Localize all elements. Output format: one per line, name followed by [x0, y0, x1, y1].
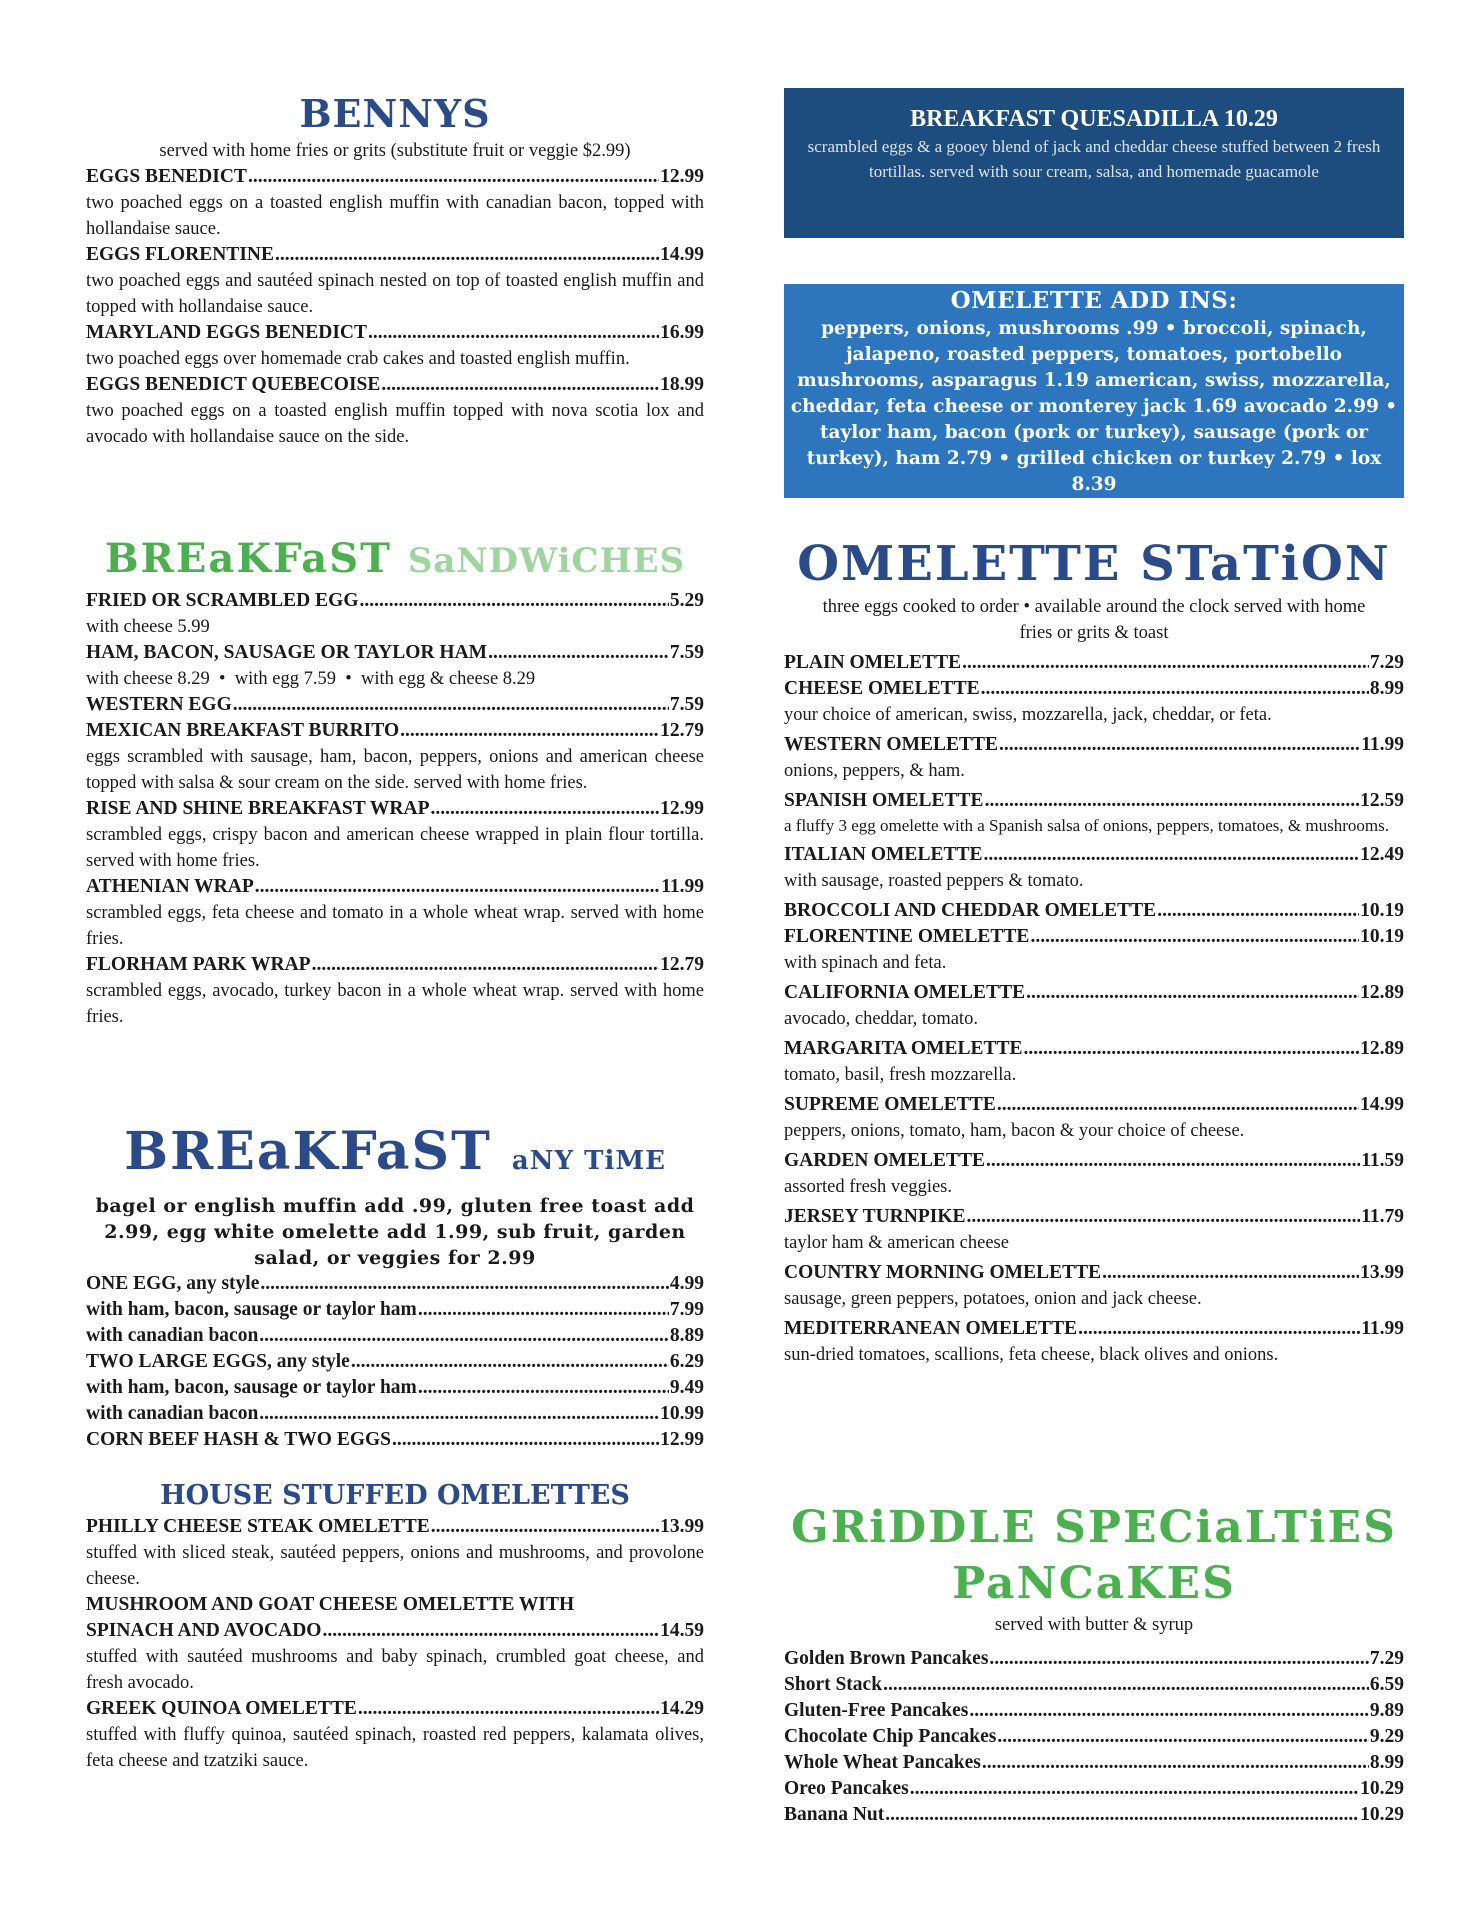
item-desc: taylor ham & american cheese — [784, 1233, 1009, 1253]
item-price: 10.29 — [1360, 1804, 1404, 1825]
menu-item — [86, 640, 704, 666]
menu-item — [86, 1427, 704, 1453]
leader-dots — [275, 242, 659, 268]
item-desc: sausage, green peppers, potatoes, onion and jack cheese. — [784, 1289, 1202, 1309]
leader-dots — [1078, 1316, 1360, 1342]
item-desc: eggs scrambled with sausage, ham, bacon, peppers, onions and american cheese topped with salsa & sour cream on the side. served with home fries. — [86, 747, 704, 793]
menu-item — [86, 320, 704, 346]
menu-item — [784, 842, 1404, 868]
item-price: 5.29 — [669, 590, 704, 611]
item-desc: assorted fresh veggies. — [784, 1177, 952, 1197]
pancakes-title: PaNCaKES — [952, 1558, 1236, 1609]
quesadilla-desc: scrambled eggs & a gooey blend of jack and cheddar cheese stuffed between 2 fresh tortillas. served with sour cream, salsa, and homemade guacamole — [807, 137, 1381, 181]
menu-item — [86, 1323, 704, 1349]
item-price: 7.99 — [669, 1299, 704, 1320]
item-desc: stuffed with sautéed mushrooms and baby spinach, crumbled goat cheese, and fresh avocado. — [86, 1647, 704, 1693]
item-price: 11.59 — [1361, 1150, 1404, 1171]
menu-item — [86, 1375, 704, 1401]
sandwiches-title-main: BREaKFaST — [104, 535, 392, 582]
menu-item — [784, 1204, 1404, 1230]
leader-dots — [312, 952, 660, 978]
item-desc: your choice of american, swiss, mozzarella, jack, cheddar, or feta. — [784, 705, 1272, 725]
item-name: MUSHROOM AND GOAT CHEESE OMELETTE WITH — [86, 1594, 575, 1615]
leader-dots — [969, 1698, 1369, 1724]
menu-item — [784, 676, 1404, 702]
quesadilla-title: BREAKFAST QUESADILLA 10.29 — [910, 106, 1278, 132]
menu-item — [784, 1260, 1404, 1286]
item-desc: with cheese 8.29 • with egg 7.59 • with egg & cheese 8.29 — [86, 669, 536, 689]
menu-item-line1 — [86, 1592, 704, 1618]
leader-dots — [997, 1724, 1369, 1750]
griddle-section — [784, 1500, 1404, 1828]
leader-dots — [358, 1696, 659, 1722]
menu-item — [86, 242, 704, 268]
item-name: ATHENIAN WRAP — [86, 876, 254, 897]
menu-item — [86, 1696, 704, 1722]
leader-dots — [351, 1349, 669, 1375]
item-price: 13.99 — [1360, 1262, 1404, 1283]
item-price: 12.49 — [1360, 844, 1404, 865]
leader-dots — [255, 874, 660, 900]
item-name: FLORHAM PARK WRAP — [86, 954, 311, 975]
griddle-title: GRiDDLE SPECiaLTiES — [791, 1502, 1397, 1553]
item-name: PHILLY CHEESE STEAK OMELETTE — [86, 1516, 430, 1537]
item-price: 12.89 — [1360, 1038, 1404, 1059]
item-desc: avocado, cheddar, tomato. — [784, 1009, 978, 1029]
item-price: 7.29 — [1369, 652, 1404, 673]
item-price: 6.59 — [1369, 1674, 1404, 1695]
menu-item — [86, 796, 704, 822]
item-desc: two poached eggs on a toasted english muffin topped with nova scotia lox and avocado with hollandaise sauce on the side. — [86, 401, 704, 447]
bennys-title: BENNYS — [299, 91, 491, 136]
menu-item — [784, 1316, 1404, 1342]
leader-dots — [488, 640, 669, 666]
item-price: 9.89 — [1369, 1700, 1404, 1721]
menu-item — [86, 1297, 704, 1323]
item-name: CORN BEEF HASH & TWO EGGS — [86, 1429, 392, 1450]
item-desc: two poached eggs on a toasted english muffin with canadian bacon, topped with hollandaise sauce. — [86, 193, 704, 239]
menu-item — [784, 1148, 1404, 1174]
item-name: Banana Nut — [784, 1804, 885, 1825]
item-name: CHEESE OMELETTE — [784, 678, 980, 699]
menu-item — [86, 692, 704, 718]
item-desc: with sausage, roasted peppers & tomato. — [784, 871, 1084, 891]
item-name: ITALIAN OMELETTE — [784, 844, 983, 865]
item-price: 10.19 — [1360, 900, 1404, 921]
menu-item — [784, 980, 1404, 1006]
anytime-title-main: BREaKFaST — [124, 1121, 492, 1182]
item-name: with ham, bacon, sausage or taylor ham — [86, 1299, 417, 1320]
item-name: Whole Wheat Pancakes — [784, 1752, 981, 1773]
item-price: 12.99 — [660, 798, 704, 819]
item-name: Oreo Pancakes — [784, 1778, 909, 1799]
item-price: 14.99 — [1360, 1094, 1404, 1115]
item-name: with ham, bacon, sausage or taylor ham — [86, 1377, 417, 1398]
item-name: ONE EGG, any style — [86, 1273, 260, 1294]
sandwiches-section — [86, 532, 704, 1030]
item-price: 14.59 — [660, 1620, 704, 1641]
item-name: with canadian bacon — [86, 1325, 259, 1346]
item-name: TWO LARGE EGGS, any style — [86, 1351, 350, 1372]
griddle-subtitle: served with butter & syrup — [994, 1615, 1194, 1635]
leader-dots — [989, 1646, 1368, 1672]
item-name: WESTERN EGG — [86, 694, 232, 715]
item-desc: with cheese 5.99 — [86, 617, 210, 637]
item-price: 12.79 — [660, 954, 704, 975]
leader-dots — [368, 320, 659, 346]
item-name: MEDITERRANEAN OMELETTE — [784, 1318, 1078, 1339]
item-name: SPINACH AND AVOCADO — [86, 1620, 322, 1641]
menu-item — [784, 1036, 1404, 1062]
item-price: 11.99 — [1361, 1318, 1404, 1339]
menu-item — [784, 788, 1404, 814]
menu-item — [86, 874, 704, 900]
leader-dots — [418, 1297, 669, 1323]
item-price: 12.59 — [1360, 790, 1404, 811]
item-price: 6.29 — [669, 1351, 704, 1372]
house-section — [86, 1478, 704, 1774]
leader-dots — [967, 1204, 1361, 1230]
menu-item — [86, 164, 704, 190]
leader-dots — [910, 1776, 1359, 1802]
item-name: Gluten-Free Pancakes — [784, 1700, 969, 1721]
menu-item — [784, 898, 1404, 924]
item-name: GREEK QUINOA OMELETTE — [86, 1698, 357, 1719]
leader-dots — [418, 1375, 669, 1401]
item-name: Short Stack — [784, 1674, 883, 1695]
menu-item — [86, 1401, 704, 1427]
item-name: SUPREME OMELETTE — [784, 1094, 996, 1115]
menu-item — [86, 952, 704, 978]
leader-dots — [982, 1750, 1369, 1776]
leader-dots — [1157, 898, 1359, 924]
item-price: 12.79 — [660, 720, 704, 741]
item-name: MEXICAN BREAKFAST BURRITO — [86, 720, 400, 741]
quesadilla-box — [784, 88, 1404, 238]
menu-item — [784, 1646, 1404, 1672]
menu-item — [86, 1618, 704, 1644]
item-name: RISE AND SHINE BREAKFAST WRAP — [86, 798, 430, 819]
leader-dots — [986, 1148, 1360, 1174]
leader-dots — [1026, 980, 1359, 1006]
item-desc: stuffed with fluffy quinoa, sautéed spinach, roasted red peppers, kalamata olives, feta cheese and tzatziki sauce. — [86, 1725, 704, 1771]
item-name: CALIFORNIA OMELETTE — [784, 982, 1026, 1003]
anytime-section — [86, 1120, 704, 1453]
menu-item — [784, 1750, 1404, 1776]
station-title: OMELETTE STaTiON — [797, 536, 1391, 592]
spacer — [784, 1638, 1404, 1646]
item-name: FLORENTINE OMELETTE — [784, 926, 1030, 947]
item-name: MARYLAND EGGS BENEDICT — [86, 322, 368, 343]
item-name: WESTERN OMELETTE — [784, 734, 999, 755]
menu-item — [86, 1271, 704, 1297]
menu-item — [86, 718, 704, 744]
leader-dots — [985, 788, 1360, 814]
leader-dots — [1030, 924, 1359, 950]
item-price: 13.99 — [660, 1516, 704, 1537]
anytime-title — [86, 1120, 704, 1193]
leader-dots — [885, 1802, 1359, 1828]
menu-item — [784, 1802, 1404, 1828]
bennys-section — [86, 90, 704, 450]
menu-item — [86, 1349, 704, 1375]
item-price: 12.99 — [660, 166, 704, 187]
item-price: 10.99 — [660, 1403, 704, 1424]
station-subtitle: three eggs cooked to order • available around the clock served with home fries or grits & toast — [822, 597, 1366, 643]
item-price: 11.79 — [1361, 1206, 1404, 1227]
menu-item — [784, 1672, 1404, 1698]
leader-dots — [999, 732, 1360, 758]
menu-item — [784, 732, 1404, 758]
leader-dots — [360, 588, 669, 614]
item-price: 7.29 — [1369, 1648, 1404, 1669]
item-name: JERSEY TURNPIKE — [784, 1206, 966, 1227]
item-price: 11.99 — [1361, 734, 1404, 755]
item-name: EGGS FLORENTINE — [86, 244, 275, 265]
item-name: Chocolate Chip Pancakes — [784, 1726, 997, 1747]
menu-item — [784, 1092, 1404, 1118]
item-desc: onions, peppers, & ham. — [784, 761, 965, 781]
item-name: PLAIN OMELETTE — [784, 652, 962, 673]
item-name: GARDEN OMELETTE — [784, 1150, 985, 1171]
item-desc: tomato, basil, fresh mozzarella. — [784, 1065, 1017, 1085]
item-price: 8.89 — [669, 1325, 704, 1346]
item-desc: two poached eggs and sautéed spinach nested on top of toasted english muffin and topped with hollandaise sauce. — [86, 271, 704, 317]
sandwiches-title — [86, 532, 704, 588]
addins-box — [784, 284, 1404, 498]
leader-dots — [248, 164, 659, 190]
menu-item — [784, 924, 1404, 950]
menu-item — [784, 650, 1404, 676]
leader-dots — [322, 1618, 659, 1644]
house-title: HOUSE STUFFED OMELETTES — [160, 1480, 630, 1511]
item-desc: two poached eggs over homemade crab cakes and toasted english muffin. — [86, 349, 630, 369]
item-price: 8.99 — [1369, 1752, 1404, 1773]
leader-dots — [981, 676, 1369, 702]
leader-dots — [392, 1427, 659, 1453]
item-desc: peppers, onions, tomato, ham, bacon & your choice of cheese. — [784, 1121, 1245, 1141]
leader-dots — [1102, 1260, 1359, 1286]
item-desc: scrambled eggs, crispy bacon and american cheese wrapped in plain flour tortilla. served with home fries. — [86, 825, 704, 871]
menu-item — [86, 1514, 704, 1540]
item-desc: scrambled eggs, feta cheese and tomato in a whole wheat wrap. served with home fries. — [86, 903, 704, 949]
item-name: BROCCOLI AND CHEDDAR OMELETTE — [784, 900, 1157, 921]
leader-dots — [1024, 1036, 1360, 1062]
item-price: 7.59 — [669, 642, 704, 663]
item-price: 10.19 — [1360, 926, 1404, 947]
item-desc: sun-dried tomatoes, scallions, feta cheese, black olives and onions. — [784, 1345, 1279, 1365]
item-price: 10.29 — [1360, 1778, 1404, 1799]
item-name: Golden Brown Pancakes — [784, 1648, 989, 1669]
item-price: 4.99 — [669, 1273, 704, 1294]
item-name: EGGS BENEDICT QUEBECOISE — [86, 374, 381, 395]
leader-dots — [260, 1271, 669, 1297]
item-price: 18.99 — [660, 374, 704, 395]
item-price: 16.99 — [660, 322, 704, 343]
item-desc: stuffed with sliced steak, sautéed peppers, onions and mushrooms, and provolone cheese. — [86, 1543, 704, 1589]
addins-desc: peppers, onions, mushrooms .99 • broccoli, spinach, jalapeno, roasted peppers, tomatoes, portobello mushrooms, asparagus 1.19 american, swiss, mozzarella, cheddar, feta cheese or monterey jack 1.69 avocado 2.99 • taylor ham, bacon (pork or turkey), sausage (pork or turkey), ham 2.79 • grilled chicken or turkey 2.79 • lox 8.39 — [790, 318, 1398, 495]
item-desc: scrambled eggs, avocado, turkey bacon in a whole wheat wrap. served with home fries. — [86, 981, 704, 1027]
item-desc: a fluffy 3 egg omelette with a Spanish salsa of onions, peppers, tomatoes, & mushrooms. — [784, 816, 1389, 835]
item-price: 11.99 — [661, 876, 704, 897]
leader-dots — [997, 1092, 1359, 1118]
menu-item — [86, 588, 704, 614]
station-section — [784, 534, 1404, 1372]
leader-dots — [962, 650, 1369, 676]
leader-dots — [259, 1323, 669, 1349]
item-price: 14.99 — [660, 244, 704, 265]
item-name: MARGARITA OMELETTE — [784, 1038, 1023, 1059]
leader-dots — [381, 372, 659, 398]
item-price: 14.29 — [660, 1698, 704, 1719]
menu-item — [86, 372, 704, 398]
leader-dots — [431, 796, 660, 822]
anytime-title-sub: aNY TiME — [511, 1146, 666, 1176]
item-name: HAM, BACON, SAUSAGE OR TAYLOR HAM — [86, 642, 488, 663]
leader-dots — [883, 1672, 1369, 1698]
item-desc: with spinach and feta. — [784, 953, 947, 973]
leader-dots — [400, 718, 659, 744]
item-price: 9.29 — [1369, 1726, 1404, 1747]
bennys-subtitle: served with home fries or grits (substitute fruit or veggie $2.99) — [159, 141, 631, 161]
anytime-note: bagel or english muffin add .99, gluten free toast add 2.99, egg white omelette add 1.99, sub fruit, garden salad, or veggies for 2.99 — [95, 1195, 695, 1269]
item-name: EGGS BENEDICT — [86, 166, 247, 187]
leader-dots — [233, 692, 669, 718]
item-price: 9.49 — [669, 1377, 704, 1398]
item-name: with canadian bacon — [86, 1403, 259, 1424]
menu-item — [784, 1698, 1404, 1724]
menu-item — [784, 1724, 1404, 1750]
item-price: 12.99 — [660, 1429, 704, 1450]
item-name: SPANISH OMELETTE — [784, 790, 984, 811]
leader-dots — [431, 1514, 659, 1540]
sandwiches-title-sub: SaNDWiCHES — [407, 541, 686, 581]
menu-item — [784, 1776, 1404, 1802]
item-price: 12.89 — [1360, 982, 1404, 1003]
addins-title: OMELETTE ADD INS: — [950, 287, 1238, 314]
leader-dots — [259, 1401, 659, 1427]
item-price: 7.59 — [669, 694, 704, 715]
item-name: FRIED OR SCRAMBLED EGG — [86, 590, 359, 611]
leader-dots — [983, 842, 1359, 868]
item-name: COUNTRY MORNING OMELETTE — [784, 1262, 1102, 1283]
item-price: 8.99 — [1369, 678, 1404, 699]
